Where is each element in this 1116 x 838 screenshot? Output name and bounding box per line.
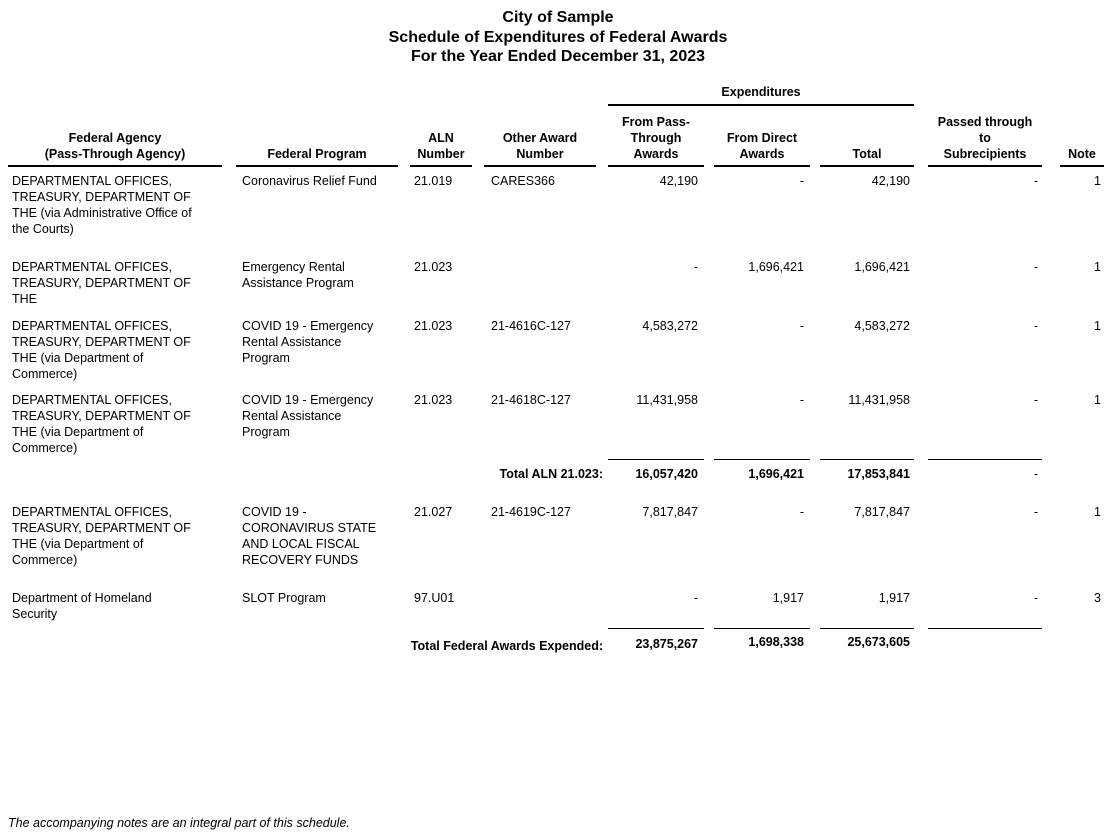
table-row-aln: 21.019: [414, 174, 453, 188]
reporting-period: For the Year Ended December 31, 2023: [410, 48, 706, 65]
agency-line: Commerce): [12, 367, 78, 381]
table-row-pass-through: 42,190: [659, 174, 698, 188]
program-line: Emergency Rental: [242, 260, 345, 274]
agency-line: TREASURY, DEPARTMENT OF: [12, 335, 191, 349]
table-row-aln: 97.U01: [414, 591, 455, 605]
table-row-note: 1: [1094, 174, 1101, 188]
header-federal-agency: [8, 130, 222, 162]
table-row-note: 1: [1094, 319, 1101, 333]
header-direct-awards: [714, 130, 810, 162]
subtotal-rule-direct: [714, 459, 810, 460]
table-row-direct: -: [799, 505, 804, 519]
table-row-agency: [12, 318, 227, 382]
entity-name: City of Sample: [502, 9, 614, 26]
subtotal-aln-direct: 1,696,421: [748, 467, 804, 481]
header-direct-line1: From Direct: [726, 131, 798, 145]
table-row-program: [242, 392, 402, 440]
program-line: Program: [242, 351, 290, 365]
subtotal-aln-pass: 16,057,420: [635, 467, 698, 481]
table-row-direct: 1,696,421: [748, 260, 804, 274]
table-row-subrecipients: -: [1033, 505, 1038, 519]
agency-line: THE (via Administrative Office of: [12, 206, 192, 220]
subtotal-rule-pass: [608, 459, 704, 460]
program-line: COVID 19 - Emergency: [242, 393, 374, 407]
table-row-other-award: 21-4616C-127: [491, 319, 571, 333]
header-aln-line2: Number: [417, 147, 465, 161]
grand-total-rule-pass: [608, 628, 704, 629]
table-row-other-award: CARES366: [491, 174, 555, 188]
table-row-total: 42,190: [871, 174, 910, 188]
header-rule-total: [820, 165, 914, 167]
table-row-agency: [12, 259, 227, 307]
header-direct-line2: Awards: [739, 147, 785, 161]
program-line: COVID 19 -: [242, 505, 307, 519]
agency-line: DEPARTMENTAL OFFICES,: [12, 505, 172, 519]
header-note: Note: [1068, 147, 1096, 161]
header-other-award-number: [484, 130, 596, 162]
expenditures-group-header: Expenditures: [721, 85, 801, 99]
table-row-aln: 21.027: [414, 505, 453, 519]
header-rule-note: [1060, 165, 1104, 167]
agency-line: TREASURY, DEPARTMENT OF: [12, 276, 191, 290]
table-row-total: 4,583,272: [854, 319, 910, 333]
grand-total-label: Total Federal Awards Expended:: [410, 639, 603, 653]
header-sub-line3: Subrecipients: [943, 147, 1027, 161]
table-row-aln: 21.023: [414, 319, 453, 333]
header-rule-other: [484, 165, 596, 167]
table-row-total: 11,431,958: [848, 393, 910, 407]
table-row-program: [242, 259, 402, 291]
header-rule-agency: [8, 165, 222, 167]
agency-line: Security: [12, 607, 58, 621]
agency-line: THE: [12, 292, 37, 306]
header-other-line2: Number: [516, 147, 564, 161]
agency-line: DEPARTMENTAL OFFICES,: [12, 174, 172, 188]
table-row-subrecipients: -: [1033, 260, 1038, 274]
table-row-agency: [12, 173, 227, 237]
table-row-direct: -: [799, 319, 804, 333]
header-aln-line1: ALN: [428, 131, 454, 145]
table-row-program: [242, 504, 402, 568]
agency-line: Commerce): [12, 553, 78, 567]
program-line: SLOT Program: [242, 591, 326, 605]
grand-total-pass: 23,875,267: [635, 637, 698, 651]
program-line: Assistance Program: [242, 276, 354, 290]
program-line: Program: [242, 425, 290, 439]
footnote: The accompanying notes are an integral part of this schedule.: [8, 816, 350, 830]
table-row-aln: 21.023: [414, 393, 453, 407]
header-federal-agency-line2: (Pass-Through Agency): [44, 147, 186, 161]
header-federal-program: Federal Program: [267, 147, 367, 161]
table-row-aln: 21.023: [414, 260, 453, 274]
subtotal-aln-total: 17,853,841: [847, 467, 910, 481]
program-line: COVID 19 - Emergency: [242, 319, 374, 333]
agency-line: Department of Homeland: [12, 591, 152, 605]
agency-line: TREASURY, DEPARTMENT OF: [12, 190, 191, 204]
agency-line: DEPARTMENTAL OFFICES,: [12, 319, 172, 333]
header-rule-direct: [714, 165, 810, 167]
grand-total-total: 25,673,605: [847, 635, 910, 649]
table-row-other-award: 21-4619C-127: [491, 505, 571, 519]
table-row-note: 1: [1094, 260, 1101, 274]
grand-total-direct: 1,698,338: [748, 635, 804, 649]
header-other-line1: Other Award: [502, 131, 578, 145]
agency-line: the Courts): [12, 222, 74, 236]
table-row-pass-through: -: [693, 591, 698, 605]
program-line: RECOVERY FUNDS: [242, 553, 359, 567]
grand-total-rule-total: [820, 628, 914, 629]
table-row-note: 3: [1094, 591, 1101, 605]
table-row-pass-through: 11,431,958: [636, 393, 698, 407]
table-row-program: [242, 173, 402, 189]
table-row-total: 1,696,421: [854, 260, 910, 274]
table-row-agency: [12, 590, 227, 622]
program-line: Rental Assistance: [242, 335, 342, 349]
table-row-agency: [12, 392, 227, 456]
header-rule-pass: [608, 165, 704, 167]
header-pass-line2: Through: [630, 131, 682, 145]
header-rule-aln: [410, 165, 472, 167]
agency-line: DEPARTMENTAL OFFICES,: [12, 393, 172, 407]
table-row-subrecipients: -: [1033, 319, 1038, 333]
grand-total-rule-sub: [928, 628, 1042, 629]
table-row-note: 1: [1094, 505, 1101, 519]
subtotal-aln-sub: -: [1033, 467, 1038, 481]
schedule-title: Schedule of Expenditures of Federal Awards: [388, 29, 728, 46]
header-rule-program: [236, 165, 398, 167]
header-passed-to-subrecipients: [928, 114, 1042, 162]
table-row-subrecipients: -: [1033, 393, 1038, 407]
expenditures-group-rule: [608, 104, 914, 106]
table-row-note: 1: [1094, 393, 1101, 407]
table-row-direct: -: [799, 393, 804, 407]
agency-line: DEPARTMENTAL OFFICES,: [12, 260, 172, 274]
header-pass-line3: Awards: [633, 147, 679, 161]
table-row-direct: -: [799, 174, 804, 188]
agency-line: TREASURY, DEPARTMENT OF: [12, 409, 191, 423]
table-row-total: 7,817,847: [854, 505, 910, 519]
program-line: AND LOCAL FISCAL: [242, 537, 360, 551]
table-row-total: 1,917: [878, 591, 910, 605]
agency-line: Commerce): [12, 441, 78, 455]
header-sub-line1: Passed through: [937, 115, 1033, 129]
table-row-other-award: 21-4618C-127: [491, 393, 571, 407]
table-row-program: [242, 318, 402, 366]
agency-line: THE (via Department of: [12, 537, 144, 551]
header-pass-through-awards: [608, 114, 704, 162]
program-line: Rental Assistance: [242, 409, 342, 423]
table-row-program: [242, 590, 402, 606]
table-row-pass-through: 4,583,272: [642, 319, 698, 333]
table-row-pass-through: -: [693, 260, 698, 274]
program-line: CORONAVIRUS STATE: [242, 521, 377, 535]
table-row-pass-through: 7,817,847: [642, 505, 698, 519]
header-sub-line2: to: [979, 131, 991, 145]
table-row-direct: 1,917: [772, 591, 804, 605]
subtotal-rule-total: [820, 459, 914, 460]
header-aln-number: [410, 130, 472, 162]
table-row-subrecipients: -: [1033, 591, 1038, 605]
table-row-subrecipients: -: [1033, 174, 1038, 188]
subtotal-rule-sub: [928, 459, 1042, 460]
header-total: Total: [852, 147, 882, 161]
subtotal-aln-label: Total ALN 21.023:: [499, 467, 603, 481]
table-row-agency: [12, 504, 227, 568]
agency-line: TREASURY, DEPARTMENT OF: [12, 521, 191, 535]
agency-line: THE (via Department of: [12, 425, 144, 439]
header-rule-sub: [928, 165, 1042, 167]
header-federal-agency-line1: Federal Agency: [68, 131, 162, 145]
agency-line: THE (via Department of: [12, 351, 144, 365]
grand-total-rule-direct: [714, 628, 810, 629]
program-line: Coronavirus Relief Fund: [242, 174, 377, 188]
header-pass-line1: From Pass-: [621, 115, 691, 129]
